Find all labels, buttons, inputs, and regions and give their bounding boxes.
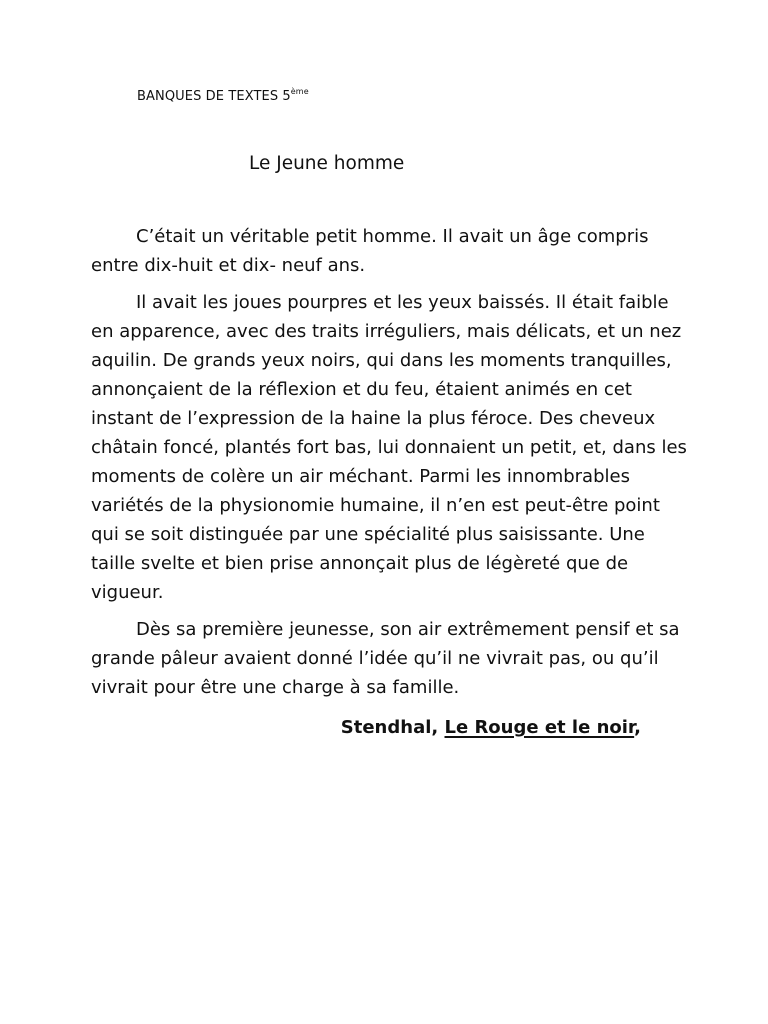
citation-trailing-comma: ,: [634, 717, 641, 738]
body-text: [91, 222, 691, 710]
header-superscript: ème: [290, 87, 309, 96]
header-text: BANQUES DE TEXTES 5: [137, 89, 291, 104]
citation-work-title: Le Rouge et le noir: [444, 717, 635, 738]
page-header: [137, 88, 309, 106]
citation-signature: [341, 714, 641, 742]
document-title: Le Jeune homme: [249, 153, 405, 174]
paragraph-3: Dès sa première jeunesse, son air extrêmement pensif et sa grande pâleur avaient donné l’idée qu’il ne vivrait pas, ou qu’il vivrait pour être une charge à sa famille.: [91, 619, 680, 698]
paragraph-2: Il avait les joues pourpres et les yeux baissés. Il était faible en apparence, avec des traits irréguliers, mais délicats, et un nez aquilin. De grands yeux noirs, qui dans les moments tranquilles, annonçaient de la réflexion et du feu, étaient animés en cet instant de l’expression de la haine la plus féroce. Des cheveux châtain foncé, plantés fort bas, lui donnaient un petit, et, dans les moments de colère un air méchant. Parmi les innombrables variétés de la physionomie humaine, il n’en est peut-être point qui se soit distinguée par une spécialité plus saisissante. Une taille svelte et bien prise annonçait plus de légèreté que de vigueur.: [91, 292, 687, 603]
paragraph-1: C’était un véritable petit homme. Il avait un âge compris entre dix-huit et dix- neuf ans.: [91, 226, 649, 276]
citation-author: Stendhal,: [340, 717, 445, 738]
